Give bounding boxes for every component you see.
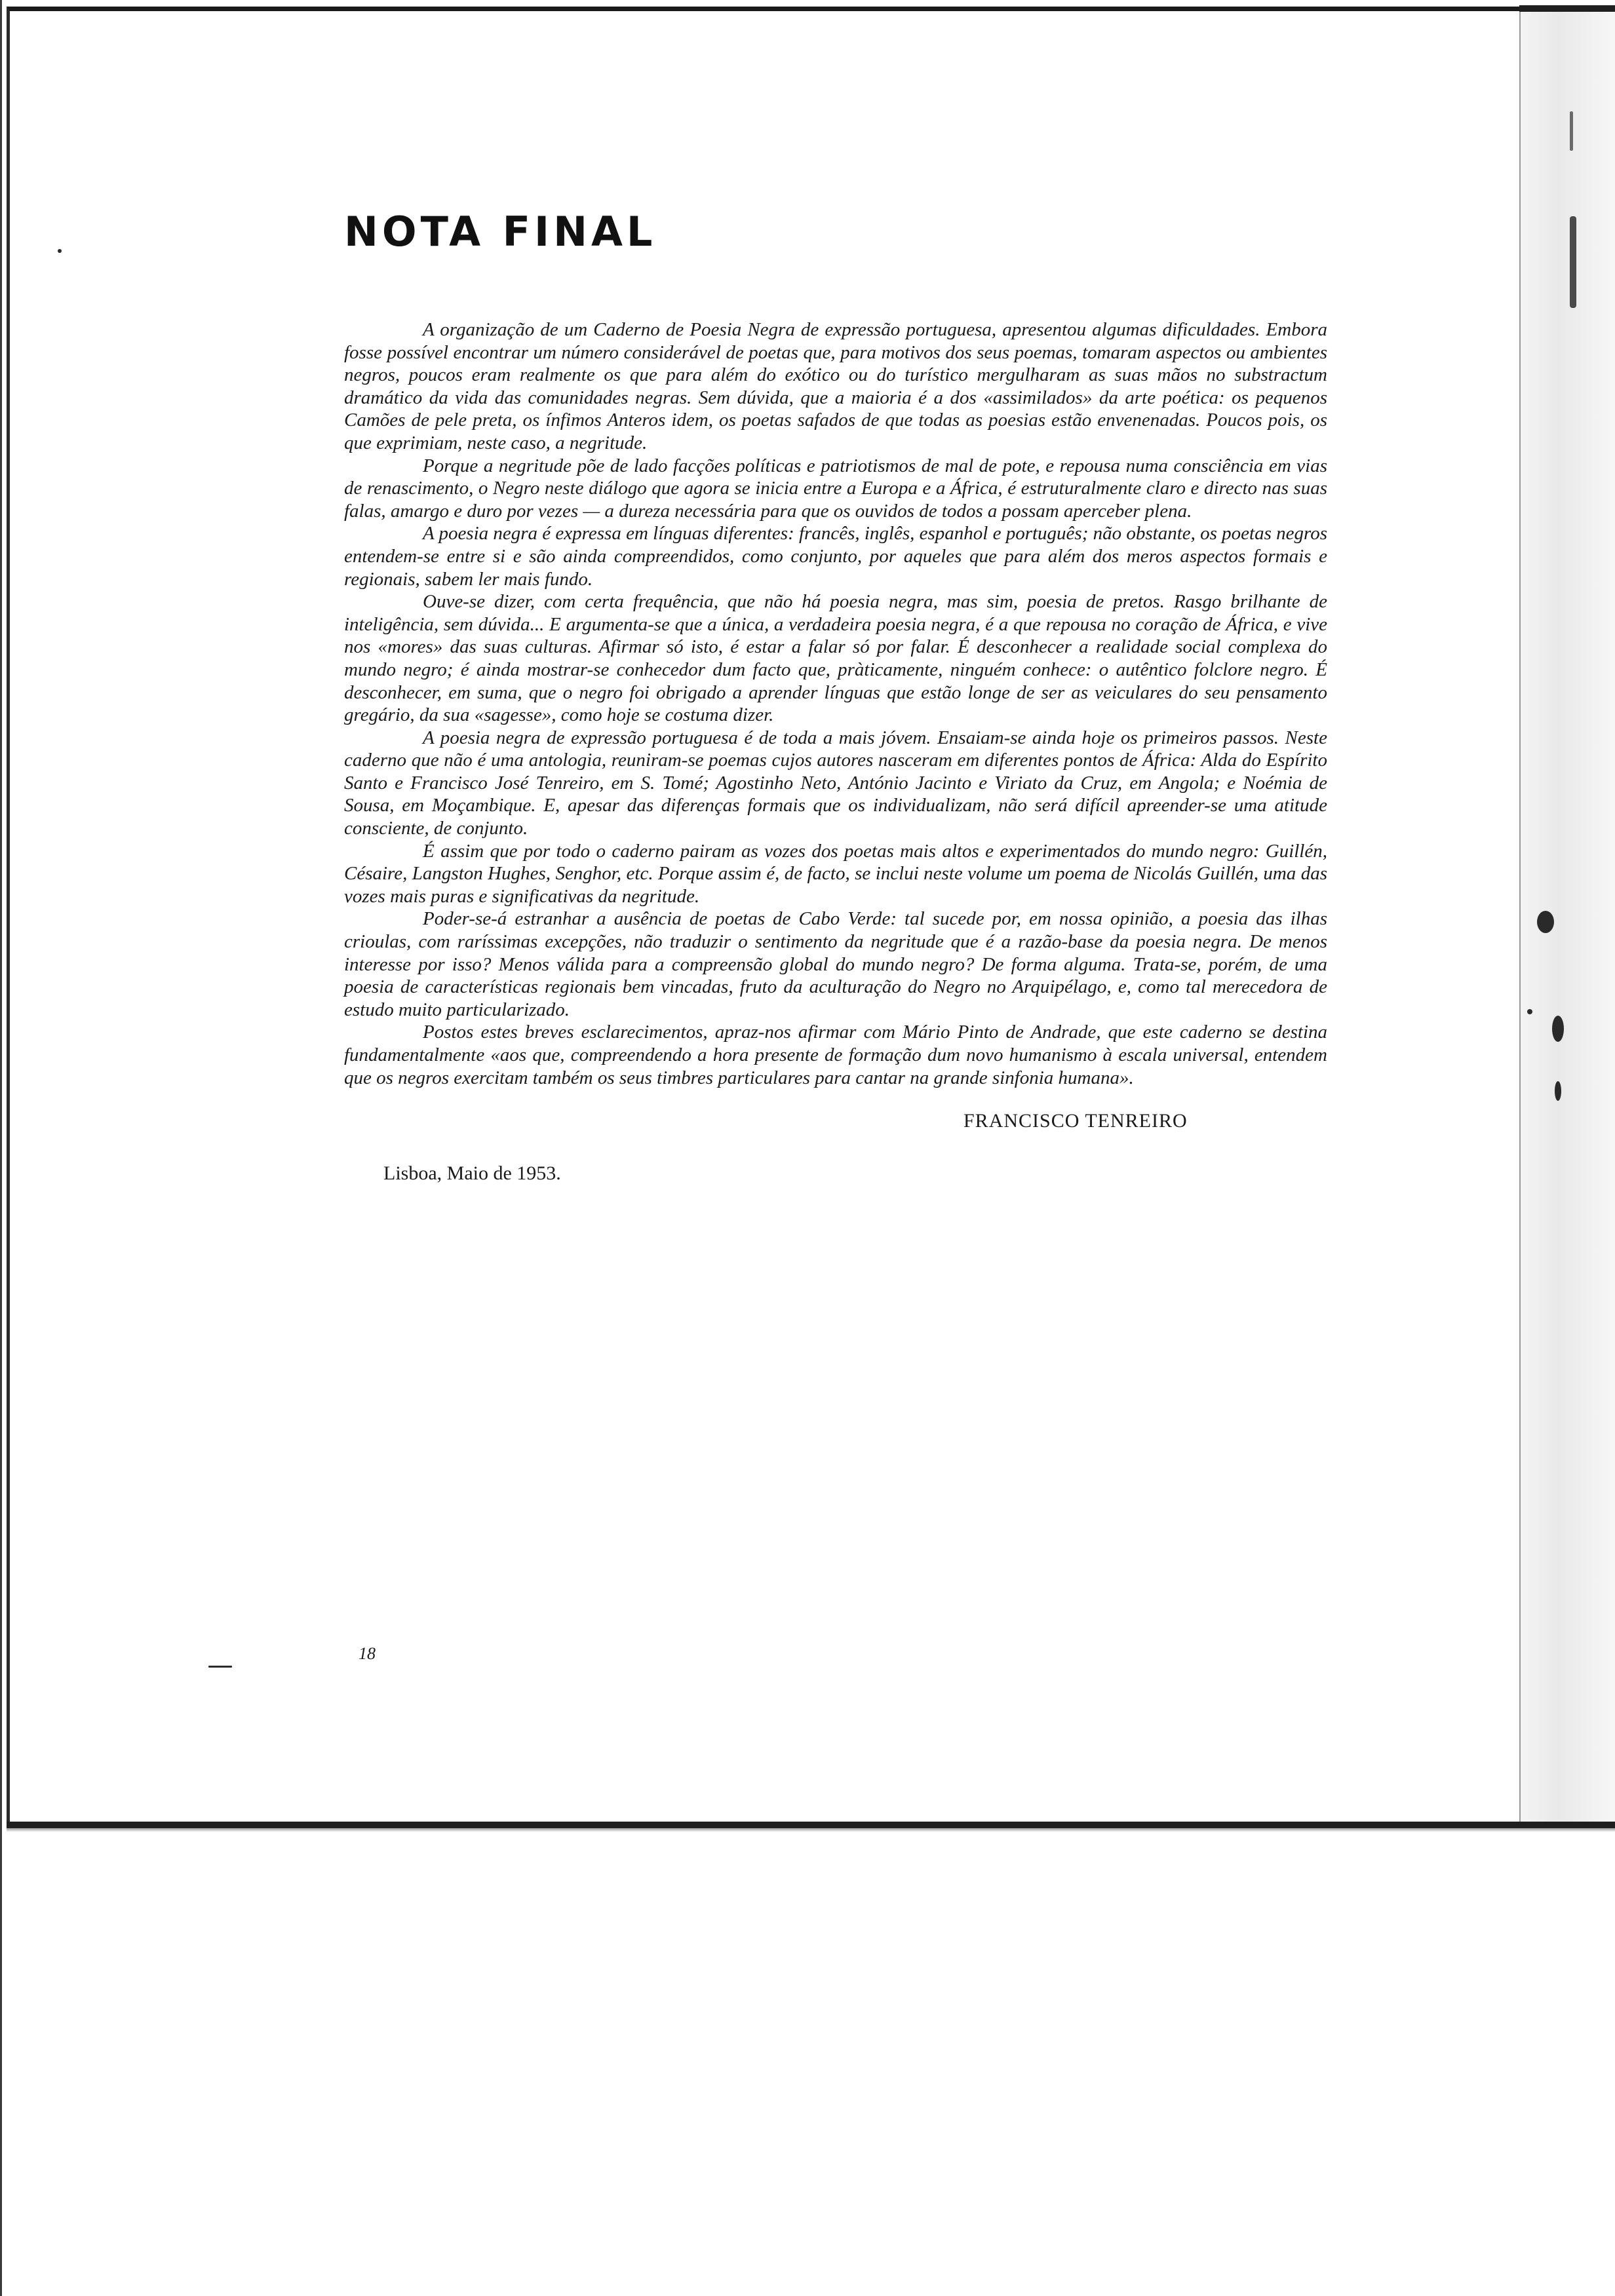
scan-speck (1552, 1016, 1564, 1042)
place-date: Lisboa, Maio de 1953. (383, 1162, 561, 1185)
scan-speck (1570, 216, 1576, 308)
paragraph-2: Porque a negritude põe de lado facções políticas e patriotismos de mal de pote, e repousa numa consciência em vias de renascimento, o Negro neste diálogo que agora se inicia entre a Europa e a África, é estruturalmente claro e directo nas suas falas, amargo e duro por vezes — a dureza necessária para que os ouvidos de todos a possam aperceber plena. (344, 455, 1327, 522)
paragraph-6: É assim que por todo o caderno pairam as vozes dos poetas mais altos e experimentados do mundo negro: Guillén, Césaire, Langston Hughes, Senghor, etc. Porque assim é, de facto, se inclui neste volume um poema de Nicolás Guillén, uma das vozes mais puras e significativas da negritude. (344, 840, 1327, 907)
scan-speck (1555, 1081, 1561, 1101)
scan-speck (58, 249, 62, 253)
page-content (344, 208, 1327, 1185)
scan-speck (208, 1666, 232, 1668)
scan-speck (1570, 111, 1573, 151)
paragraph-1: A organização de um Caderno de Poesia Negra de expressão portuguesa, apresentou algumas dificuldades. Embora fosse possível encontrar um número considerável de poetas que, para motivos dos seus poemas, tomaram aspectos ou ambientes negros, poucos eram realmente os que para além do exótico ou do turístico mergulharam as suas mãos no substractum dramático da vida das comunidades negras. Sem dúvida, que a maioria é a dos «assimilados» da arte poética: os pequenos Camões de pele preta, os ínfimos Anteros idem, os poetas safados de que todas as poesias estão envenenadas. Poucos pois, os que exprimiam, neste caso, a negritude. (344, 319, 1327, 453)
scan-speck (1527, 1009, 1532, 1014)
scan-speck (1537, 911, 1554, 933)
paragraph-3: A poesia negra é expressa em línguas diferentes: francês, inglês, espanhol e português; não obstante, os poetas negros entendem-se entre si e são ainda compreendidos, como conjunto, por aqueles que para além dos meros aspectos formais e regionais, sabem ler mais fundo. (344, 523, 1328, 590)
paragraph-7: Poder-se-á estranhar a ausência de poetas de Cabo Verde: tal sucede por, em nossa opinião, a poesia das ilhas crioulas, com raríssimas excepções, não traduzir o sentimento da negritude que é a razão-base da poesia negra. De menos interesse por isso? Menos válida para a compreensão global do mundo negro? De forma alguma. Trata-se, porém, de uma poesia de características regionais bem vincadas, fruto da aculturação do Negro no Arquipélago, e, como tal merecedora de estudo muito particularizado. (344, 908, 1327, 1020)
scan-bottom-shadow (7, 1828, 1615, 1832)
scan-left-border (0, 0, 2, 2296)
body-text (344, 318, 1327, 1089)
page-title: NOTA FINAL (344, 208, 657, 256)
paragraph-5: A poesia negra de expressão portuguesa é de toda a mais jóvem. Ensaiam-se ainda hoje os primeiros passos. Neste caderno que não é uma antologia, reuniram-se poemas cujos autores nasceram em diferentes pontos de África: Alda do Espírito Santo e Francisco José Tenreiro, em S. Tomé; Agostinho Neto, António Jacinto e Viriato da Cruz, em Angola; e Noémia de Sousa, em Moçambique. E, apesar das diferenças formais que os individualizam, não será difícil apreender-se uma atitude consciente, de conjunto. (344, 727, 1327, 839)
page-binding-edge (1519, 5, 1615, 1830)
paragraph-4: Ouve-se dizer, com certa frequência, que não há poesia negra, mas sim, poesia de pretos. Rasgo brilhante de inteligência, sem dúvida... E argumenta-se que a única, a verdadeira poesia negra, é a que repousa no coração de África, e vive nos «mores» das suas culturas. Afirmar só isto, é estar a falar só por falar. É desconhecer a realidade social complexa do mundo negro; é ainda mostrar-se conhecedor dum facto que, pràticamente, ninguém conhece: o autêntico folclore negro. É desconhecer, em suma, que o negro foi obrigado a aprender línguas que estão longe de ser as veiculares do seu pensamento gregário, da sua «sagesse», como hoje se costuma dizer. (344, 591, 1327, 726)
paragraph-8: Postos estes breves esclarecimentos, apraz-nos afirmar com Mário Pinto de Andrade, que este caderno se destina fundamentalmente «aos que, compreendendo a hora presente de formação dum novo humanismo à escala universal, entendem que os negros exercitam também os seus timbres particulares para cantar na grande sinfonia humana». (344, 1022, 1327, 1088)
scanned-page (7, 7, 1530, 1828)
page-number: 18 (359, 1644, 376, 1663)
scan-bottom-edge (7, 1822, 1615, 1828)
author-signature: FRANCISCO TENREIRO (963, 1110, 1188, 1132)
scan-top-edge (1519, 5, 1615, 12)
